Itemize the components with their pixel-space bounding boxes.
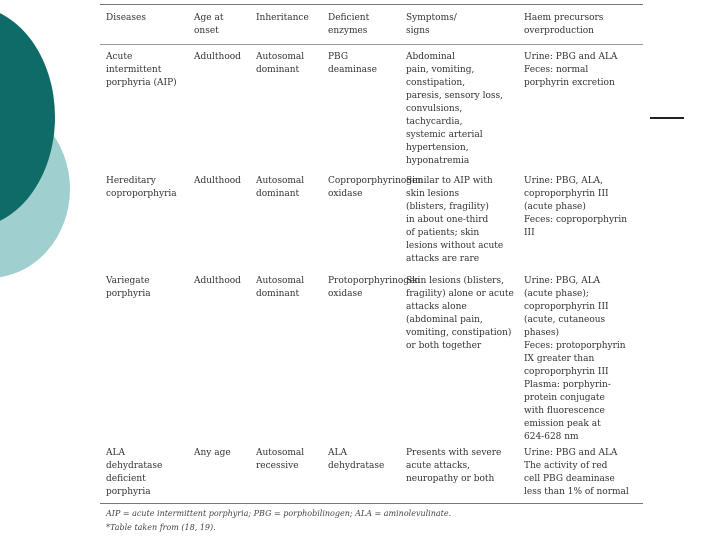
- accent-line: [650, 117, 684, 119]
- table-row: [100, 45, 643, 169]
- header-deficient-enzymes: Deficient enzymes: [328, 13, 370, 36]
- cell-disease: Hereditary coproporphyria: [106, 176, 177, 199]
- header-haem-precursors: Haem precursors overproduction: [524, 13, 604, 36]
- porphyria-table: [100, 4, 643, 536]
- header-age-at-onset: Age at onset: [194, 13, 224, 36]
- source-footnote: *Table taken from (18, 19).: [106, 523, 216, 532]
- cell-overproduction: Urine: PBG and ALA Feces: normal porphyrin excretion: [524, 52, 618, 88]
- cell-disease: Acute intermittent porphyria (AIP): [106, 52, 177, 88]
- cell-inheritance: Autosomal dominant: [256, 52, 305, 75]
- cell-enzyme: Coproporphyrinogen oxidase: [328, 176, 424, 199]
- cell-symptoms: Skin lesions (blisters, fragility) alone or acute attacks alone (abdominal pain, vomiting, constipation) or both together: [406, 276, 514, 351]
- header-inheritance: Inheritance: [256, 13, 309, 23]
- header-diseases: Diseases: [106, 13, 146, 23]
- table-row: [100, 169, 643, 269]
- table-row: [100, 441, 643, 503]
- cell-symptoms: Presents with severe acute attacks, neuropathy or both: [406, 448, 502, 484]
- cell-age: Adulthood: [194, 276, 241, 286]
- cell-symptoms: Abdominal pain, vomiting, constipation, paresis, sensory loss, convulsions, tachycardia, systemic arterial hypertension, hyponatremia: [406, 52, 504, 166]
- cell-age: Adulthood: [194, 52, 241, 62]
- slide-decoration: [0, 0, 110, 540]
- abbreviation-footnote: AIP = acute intermittent porphyria; PBG = porphobilinogen; ALA = aminolevulinate.: [106, 509, 452, 518]
- cell-disease: ALA dehydratase deficient porphyria: [106, 448, 163, 497]
- cell-enzyme: Protoporphyrinogen oxidase: [328, 276, 421, 299]
- cell-inheritance: Autosomal dominant: [256, 276, 305, 299]
- table-row: [100, 269, 643, 441]
- header-symptoms: Symptoms/ signs: [406, 13, 457, 36]
- cell-disease: Variegate porphyria: [106, 276, 151, 299]
- cell-overproduction: Urine: PBG, ALA (acute phase); coproporphyrin III (acute, cutaneous phases) Feces: protoporphyrin IX greater than coproporphyrin III Plasma: porphyrin- protein conjugate with fluorescence emission peak at 624-628 nm: [524, 276, 626, 442]
- cell-overproduction: Urine: PBG, ALA, coproporphyrin III (acute phase) Feces: coproporphyrin III: [524, 176, 627, 238]
- cell-enzyme: PBG deaminase: [328, 52, 377, 75]
- cell-overproduction: Urine: PBG and ALA The activity of red cell PBG deaminase less than 1% of normal: [524, 448, 629, 497]
- cell-enzyme: ALA dehydratase: [328, 448, 385, 471]
- cell-inheritance: Autosomal recessive: [256, 448, 305, 471]
- table-footnotes: [100, 504, 643, 534]
- cell-age: Adulthood: [194, 176, 241, 186]
- cell-age: Any age: [194, 448, 231, 458]
- cell-inheritance: Autosomal dominant: [256, 176, 305, 199]
- table-header-row: [100, 5, 643, 44]
- cell-symptoms: Similar to AIP with skin lesions (blisters, fragility) in about one-third of patients; skin lesions without acute attacks are rare: [406, 176, 504, 264]
